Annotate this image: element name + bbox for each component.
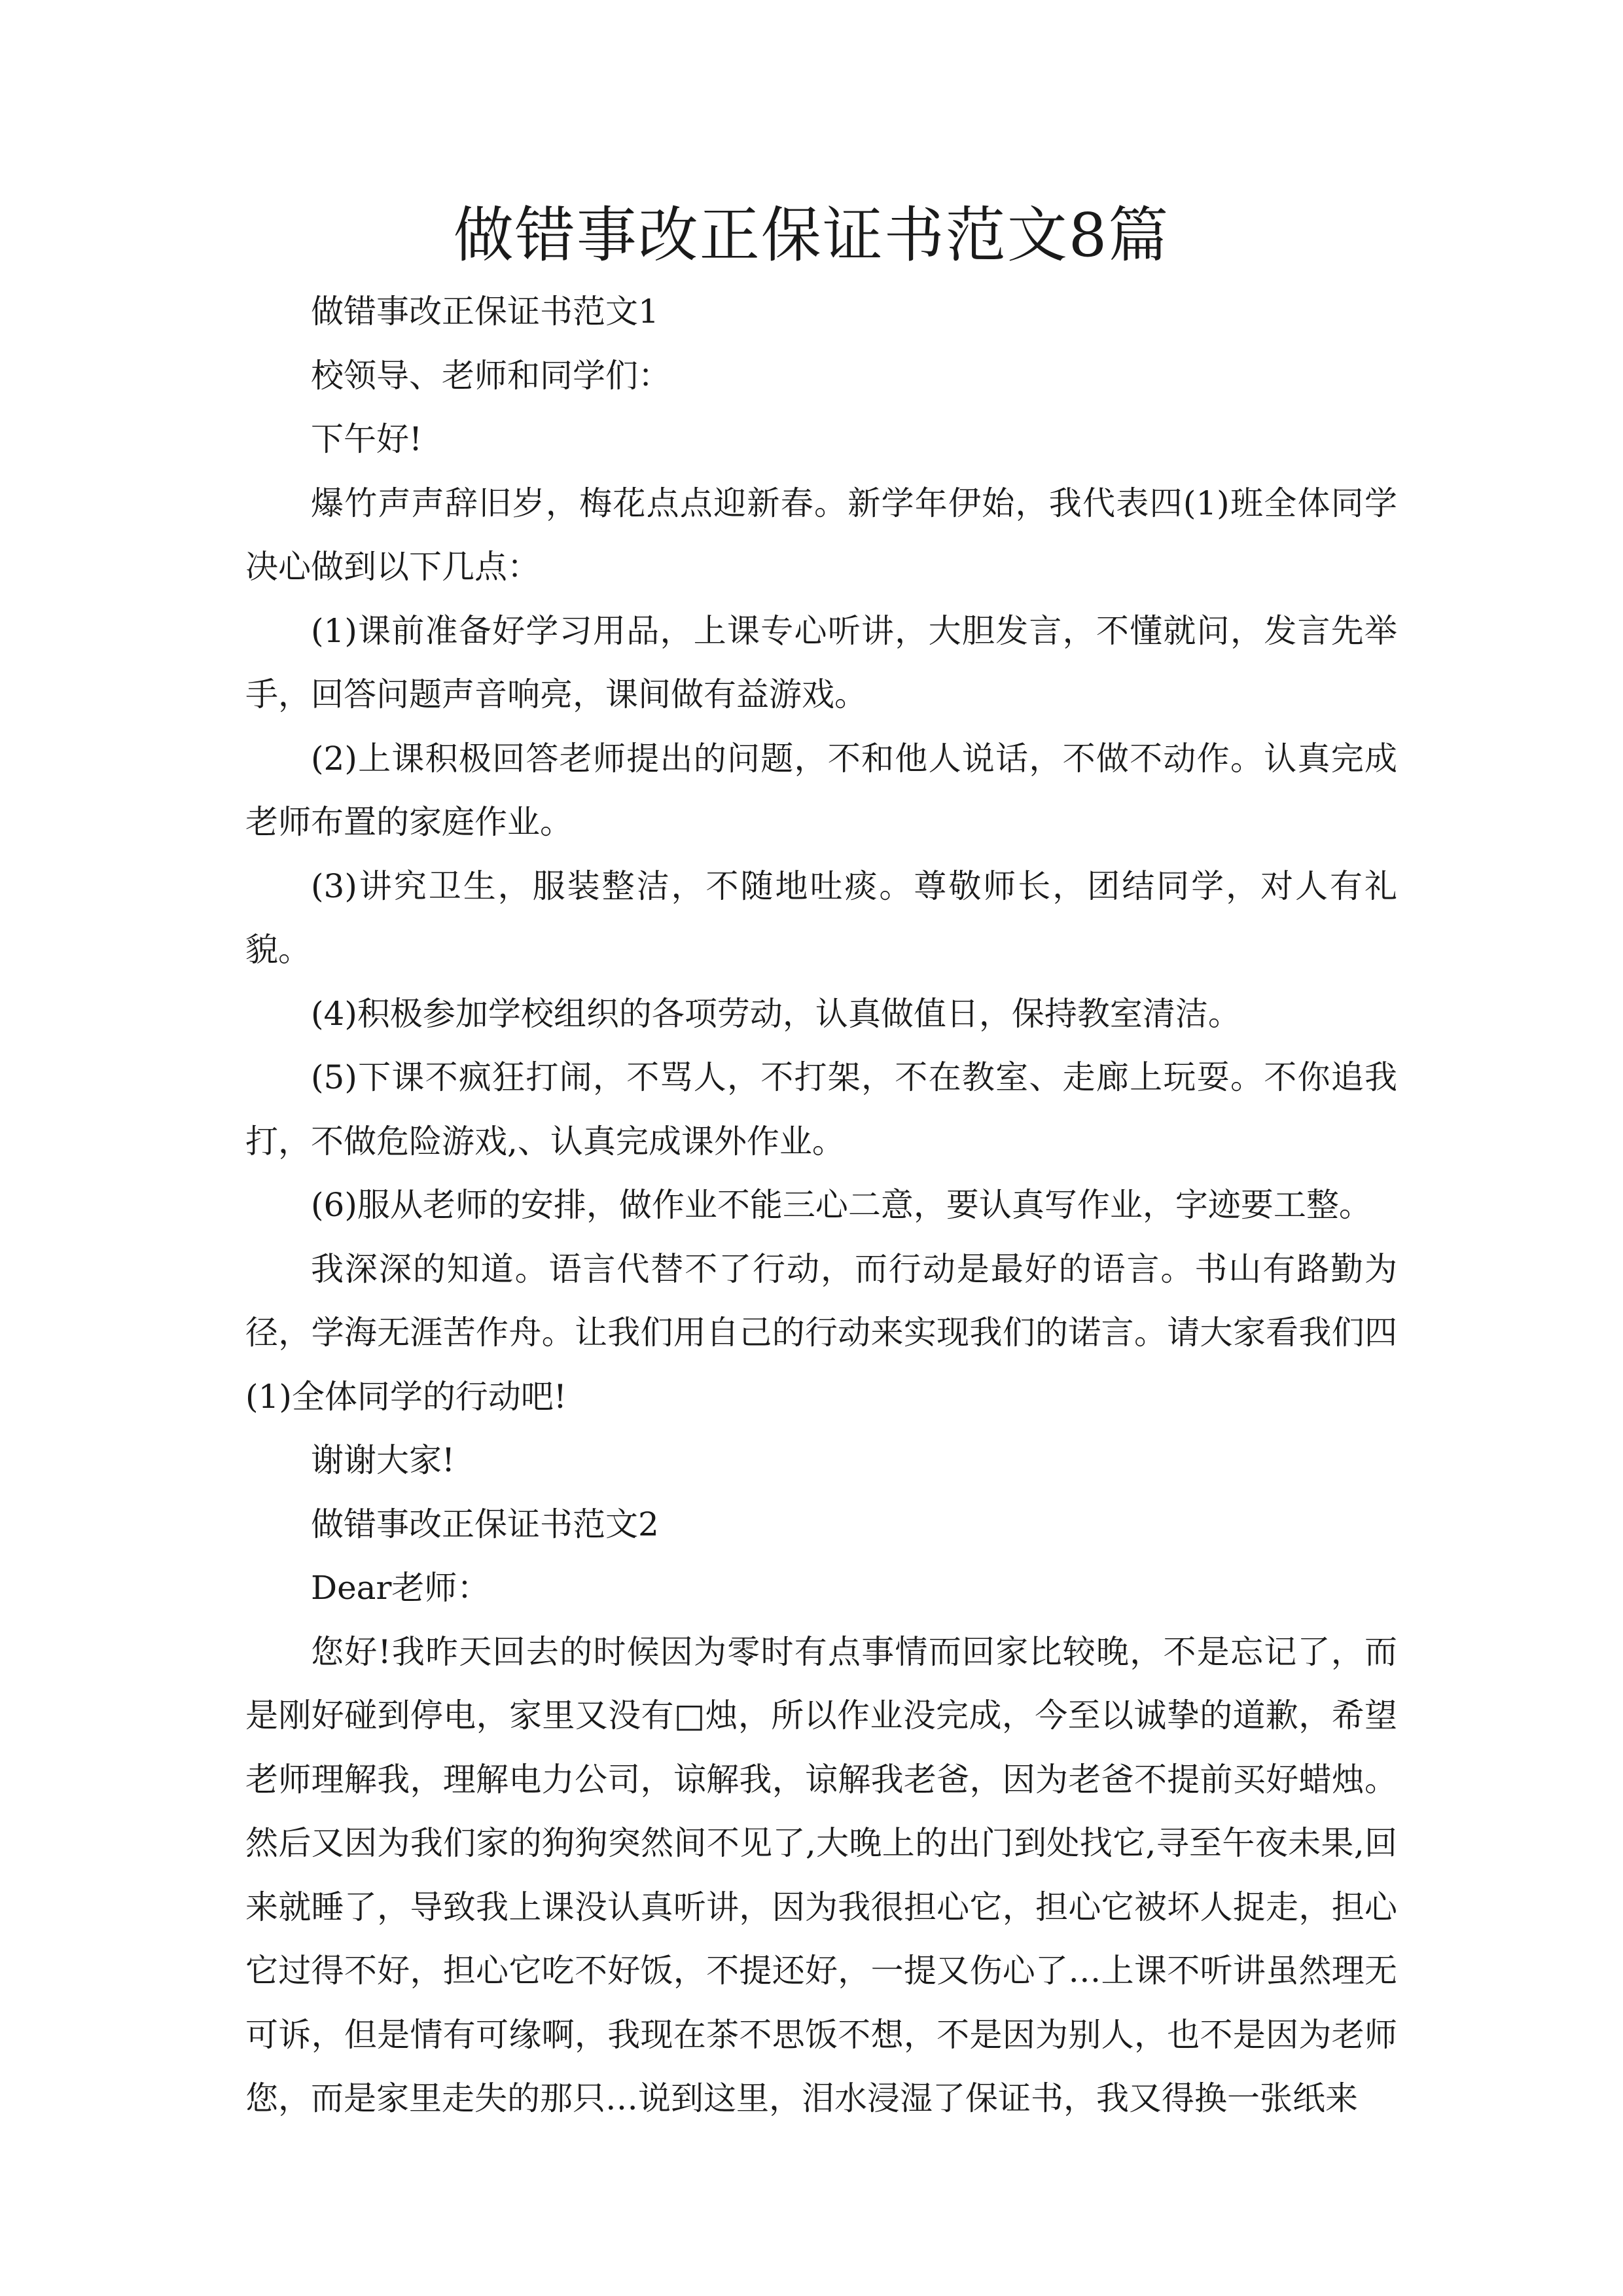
closing-paragraph: 我深深的知道。语言代替不了行动，而行动是最好的语言。书山有路勤为径，学海无涯苦作舟。让我们用自己的行动来实现我们的诺言。请大家看我们四(1)全体同学的行动吧! [245,1249,1397,1416]
pledge-item-2: (2)上课积极回答老师提出的问题，不和他人说话，不做不动作。认真完成老师布置的家庭作业。 [245,739,1397,841]
section-heading-2: 做错事改正保证书范文2 [311,1505,659,1543]
document-title: 做错事改正保证书范文8篇 [453,200,1170,270]
intro-paragraph: 爆竹声声辞旧岁，梅花点点迎新春。新学年伊始，我代表四(1)班全体同学决心做到以下几点： [245,484,1397,586]
thanks-line: 谢谢大家! [311,1441,455,1479]
pledge-item-4: (4)积极参加学校组织的各项劳动，认真做值日，保持教室清洁。 [311,994,1241,1033]
section-heading-1: 做错事改正保证书范文1 [311,293,659,331]
pledge-item-3: (3)讲究卫生，服装整洁，不随地吐痰。尊敬师长，团结同学，对人有礼貌。 [245,867,1397,969]
salutation-2: Dear老师： [311,1569,490,1607]
salutation: 校领导、老师和同学们： [311,356,671,395]
pledge-item-1: (1)课前准备好学习用品，上课专心听讲，大胆发言，不懂就问，发言先举手，回答问题声音响亮，课间做有益游戏。 [245,611,1397,713]
document-body [245,280,1397,2131]
greeting: 下午好! [311,420,423,458]
pledge-item-6: (6)服从老师的安排，做作业不能三心二意，要认真写作业，字迹要工整。 [311,1186,1372,1224]
letter-body-paragraph: 您好!我昨天回去的时候因为零时有点事情而回家比较晚，不是忘记了，而是刚好碰到停电，家里又没有□烛，所以作业没完成，今至以诚挚的道歉，希望老师理解我，理解电力公司，谅解我，谅解我老爸，因为老爸不提前买好蜡烛。然后又因为我们家的狗狗突然间不见了,大晚上的出门到处找它,寻至午夜未果,回来就睡了，导致我上课没认真听讲，因为我很担心它，担心它被坏人捉走，担心它过得不好，担心它吃不好饭，不提还好，一提又伤心了…上课不听讲虽然理无可诉，但是情有可缘啊，我现在茶不思饭不想，不是因为别人，也不是因为老师您，而是家里走失的那只…说到这里，泪水浸湿了保证书，我又得换一张纸来 [245,1632,1397,2117]
pledge-item-5: (5)下课不疯狂打闹，不骂人，不打架，不在教室、走廊上玩耍。不你追我打，不做危险游戏,、认真完成课外作业。 [245,1058,1397,1160]
